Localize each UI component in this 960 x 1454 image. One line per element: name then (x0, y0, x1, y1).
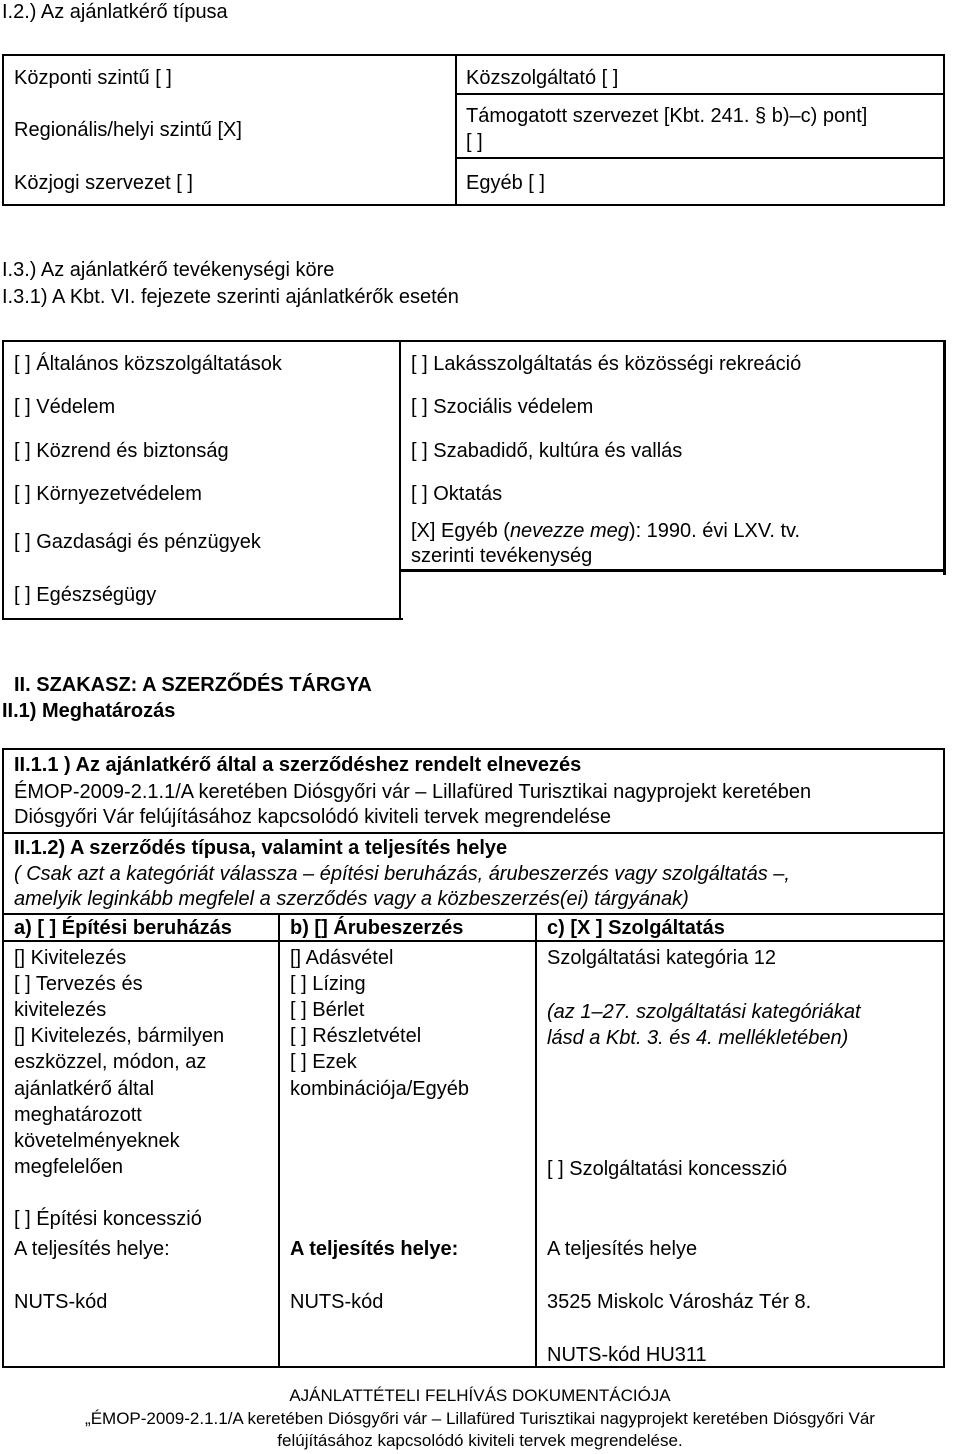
col-b-place-label: A teljesítés helye: (290, 1238, 459, 1260)
col-c-place-label: A teljesítés helye (547, 1238, 698, 1260)
ii11-line2: Diósgyőri Vár felújításához kapcsolódó kiviteli tervek megrendelése (14, 806, 611, 828)
ii11-line1: ÉMOP-2009-2.1.1/A keretében Diósgyőri vár – Lillafüred Turisztikai nagyprojekt keretében (14, 781, 812, 803)
i2-option-regional[interactable]: Regionális/helyi szintű [X] (14, 119, 242, 141)
i3-other-italic: nevezze meg (509, 520, 629, 542)
col-a-place-label: A teljesítés helye: (14, 1238, 170, 1260)
section-i2-heading: I.2.) Az ajánlatkérő típusa (2, 1, 228, 23)
i3-option-leisure[interactable]: [ ] Szabadidő, kultúra és vallás (411, 440, 683, 462)
col-a-item[interactable]: [] Kivitelezés (14, 947, 127, 969)
col-a-item: eszközzel, módon, az (14, 1051, 207, 1073)
i2-divider (455, 54, 457, 206)
i2-option-supported-box[interactable]: [ ] (466, 131, 483, 153)
col-b-item[interactable]: [ ] Lízing (290, 973, 366, 995)
i3-option-education[interactable]: [ ] Oktatás (411, 483, 503, 505)
col-a-header[interactable]: a) [ ] Építési beruházás (14, 917, 232, 939)
section-ii1-heading: II.1) Meghatározás (2, 700, 176, 722)
i2-option-central[interactable]: Központi szintű [ ] (14, 67, 172, 89)
i3-option-environment[interactable]: [ ] Környezetvédelem (14, 483, 202, 505)
ii12-title: II.1.2) A szerződés típusa, valamint a teljesítés helye (14, 837, 508, 859)
i2-row-line-2 (455, 157, 945, 159)
col-b-item[interactable]: [ ] Részletvétel (290, 1025, 422, 1047)
col-b-header[interactable]: b) [] Árubeszerzés (290, 917, 464, 939)
ii12-col-divider-1 (278, 913, 280, 1368)
col-c-nuts: NUTS-kód HU311 (547, 1344, 707, 1366)
col-b-item[interactable]: [ ] Bérlet (290, 999, 365, 1021)
footer-line-3: felújításához kapcsolódó kiviteli tervek megrendelése. (277, 1431, 683, 1450)
col-b-nuts: NUTS-kód (290, 1291, 384, 1313)
i3-option-housing[interactable]: [ ] Lakásszolgáltatás és közösségi rekreáció (411, 353, 802, 375)
i2-option-public-law[interactable]: Közjogi szervezet [ ] (14, 172, 193, 194)
i2-option-other[interactable]: Egyéb [ ] (466, 172, 545, 194)
section-i3-heading: I.3.) Az ajánlatkérő tevékenységi köre (2, 259, 335, 281)
i3-option-social[interactable]: [ ] Szociális védelem (411, 396, 594, 418)
i3-option-economy[interactable]: [ ] Gazdasági és pénzügyek (14, 531, 261, 553)
col-c-note-1: (az 1–27. szolgáltatási kategóriákat (547, 1001, 861, 1023)
col-a-nuts: NUTS-kód (14, 1291, 108, 1313)
i2-option-supported[interactable]: Támogatott szervezet [Kbt. 241. § b)–c) pont] (466, 105, 868, 127)
i3-option-defence[interactable]: [ ] Védelem (14, 396, 116, 418)
i3-shadow-bottom (399, 569, 946, 572)
i3-option-other[interactable] (411, 519, 800, 543)
col-c-note-2: lásd a Kbt. 3. és 4. mellékletében) (547, 1027, 849, 1049)
i3-option-public-order[interactable]: [ ] Közrend és biztonság (14, 440, 229, 462)
i3-shadow-right (943, 340, 946, 575)
col-b-item: kombinációja/Egyéb (290, 1078, 469, 1100)
section-ii-heading: II. SZAKASZ: A SZERZŐDÉS TÁRGYA (14, 674, 372, 696)
ii12-line-header-bottom (2, 940, 945, 942)
i3-option-health[interactable]: [ ] Egészségügy (14, 584, 157, 606)
col-a-item: kivitelezés (14, 999, 107, 1021)
ii12-line-header-top (2, 913, 945, 915)
i3-other-suffix: ): 1990. évi LXV. tv. (628, 520, 801, 542)
ii12-note-2: amelyik leginkább megfelel a szerződés vagy a közbeszerzés(ei) tárgyának) (14, 888, 689, 910)
col-b-item[interactable]: [ ] Ezek (290, 1051, 357, 1073)
col-a-item[interactable]: [ ] Tervezés és (14, 973, 143, 995)
col-b-item[interactable]: [] Adásvétel (290, 947, 394, 969)
i2-row-line-1 (455, 93, 945, 95)
i3-option-general[interactable]: [ ] Általános közszolgáltatások (14, 353, 282, 375)
i3-left-box (2, 340, 403, 620)
col-c-header[interactable]: c) [X ] Szolgáltatás (547, 917, 725, 939)
col-c-concession[interactable]: [ ] Szolgáltatási koncesszió (547, 1158, 788, 1180)
col-a-concession[interactable]: [ ] Építési koncesszió (14, 1208, 202, 1230)
col-a-item[interactable]: [] Kivitelezés, bármilyen (14, 1025, 225, 1047)
ii12-col-divider-2 (535, 913, 537, 1368)
col-c-address: 3525 Miskolc Városház Tér 8. (547, 1291, 812, 1313)
col-a-item: ajánlatkérő által (14, 1078, 155, 1100)
ii11-title: II.1.1 ) Az ajánlatkérő által a szerződéshez rendelt elnevezés (14, 754, 582, 776)
i3-other-line2: szerinti tevékenység (411, 545, 593, 567)
col-c-category: Szolgáltatási kategória 12 (547, 947, 777, 969)
col-a-item: követelményeknek (14, 1130, 180, 1152)
col-a-item: megfelelően (14, 1156, 123, 1178)
i2-option-public-service[interactable]: Közszolgáltató [ ] (466, 67, 619, 89)
section-i31-heading: I.3.1) A Kbt. VI. fejezete szerinti ajánlatkérők esetén (2, 286, 459, 308)
footer-title: AJÁNLATTÉTELI FELHÍVÁS DOKUMENTÁCIÓJA (289, 1386, 671, 1405)
i3-other-prefix: [X] Egyéb ( (411, 520, 510, 542)
footer-line-2: „ÉMOP-2009-2.1.1/A keretében Diósgyőri vár – Lillafüred Turisztikai nagyprojekt keretében Diósgyőri Vár (85, 1409, 875, 1428)
col-a-item: meghatározott (14, 1104, 142, 1126)
ii12-note-1: ( Csak azt a kategóriát válassza – építési beruházás, árubeszerzés vagy szolgáltatás –, (14, 863, 790, 885)
